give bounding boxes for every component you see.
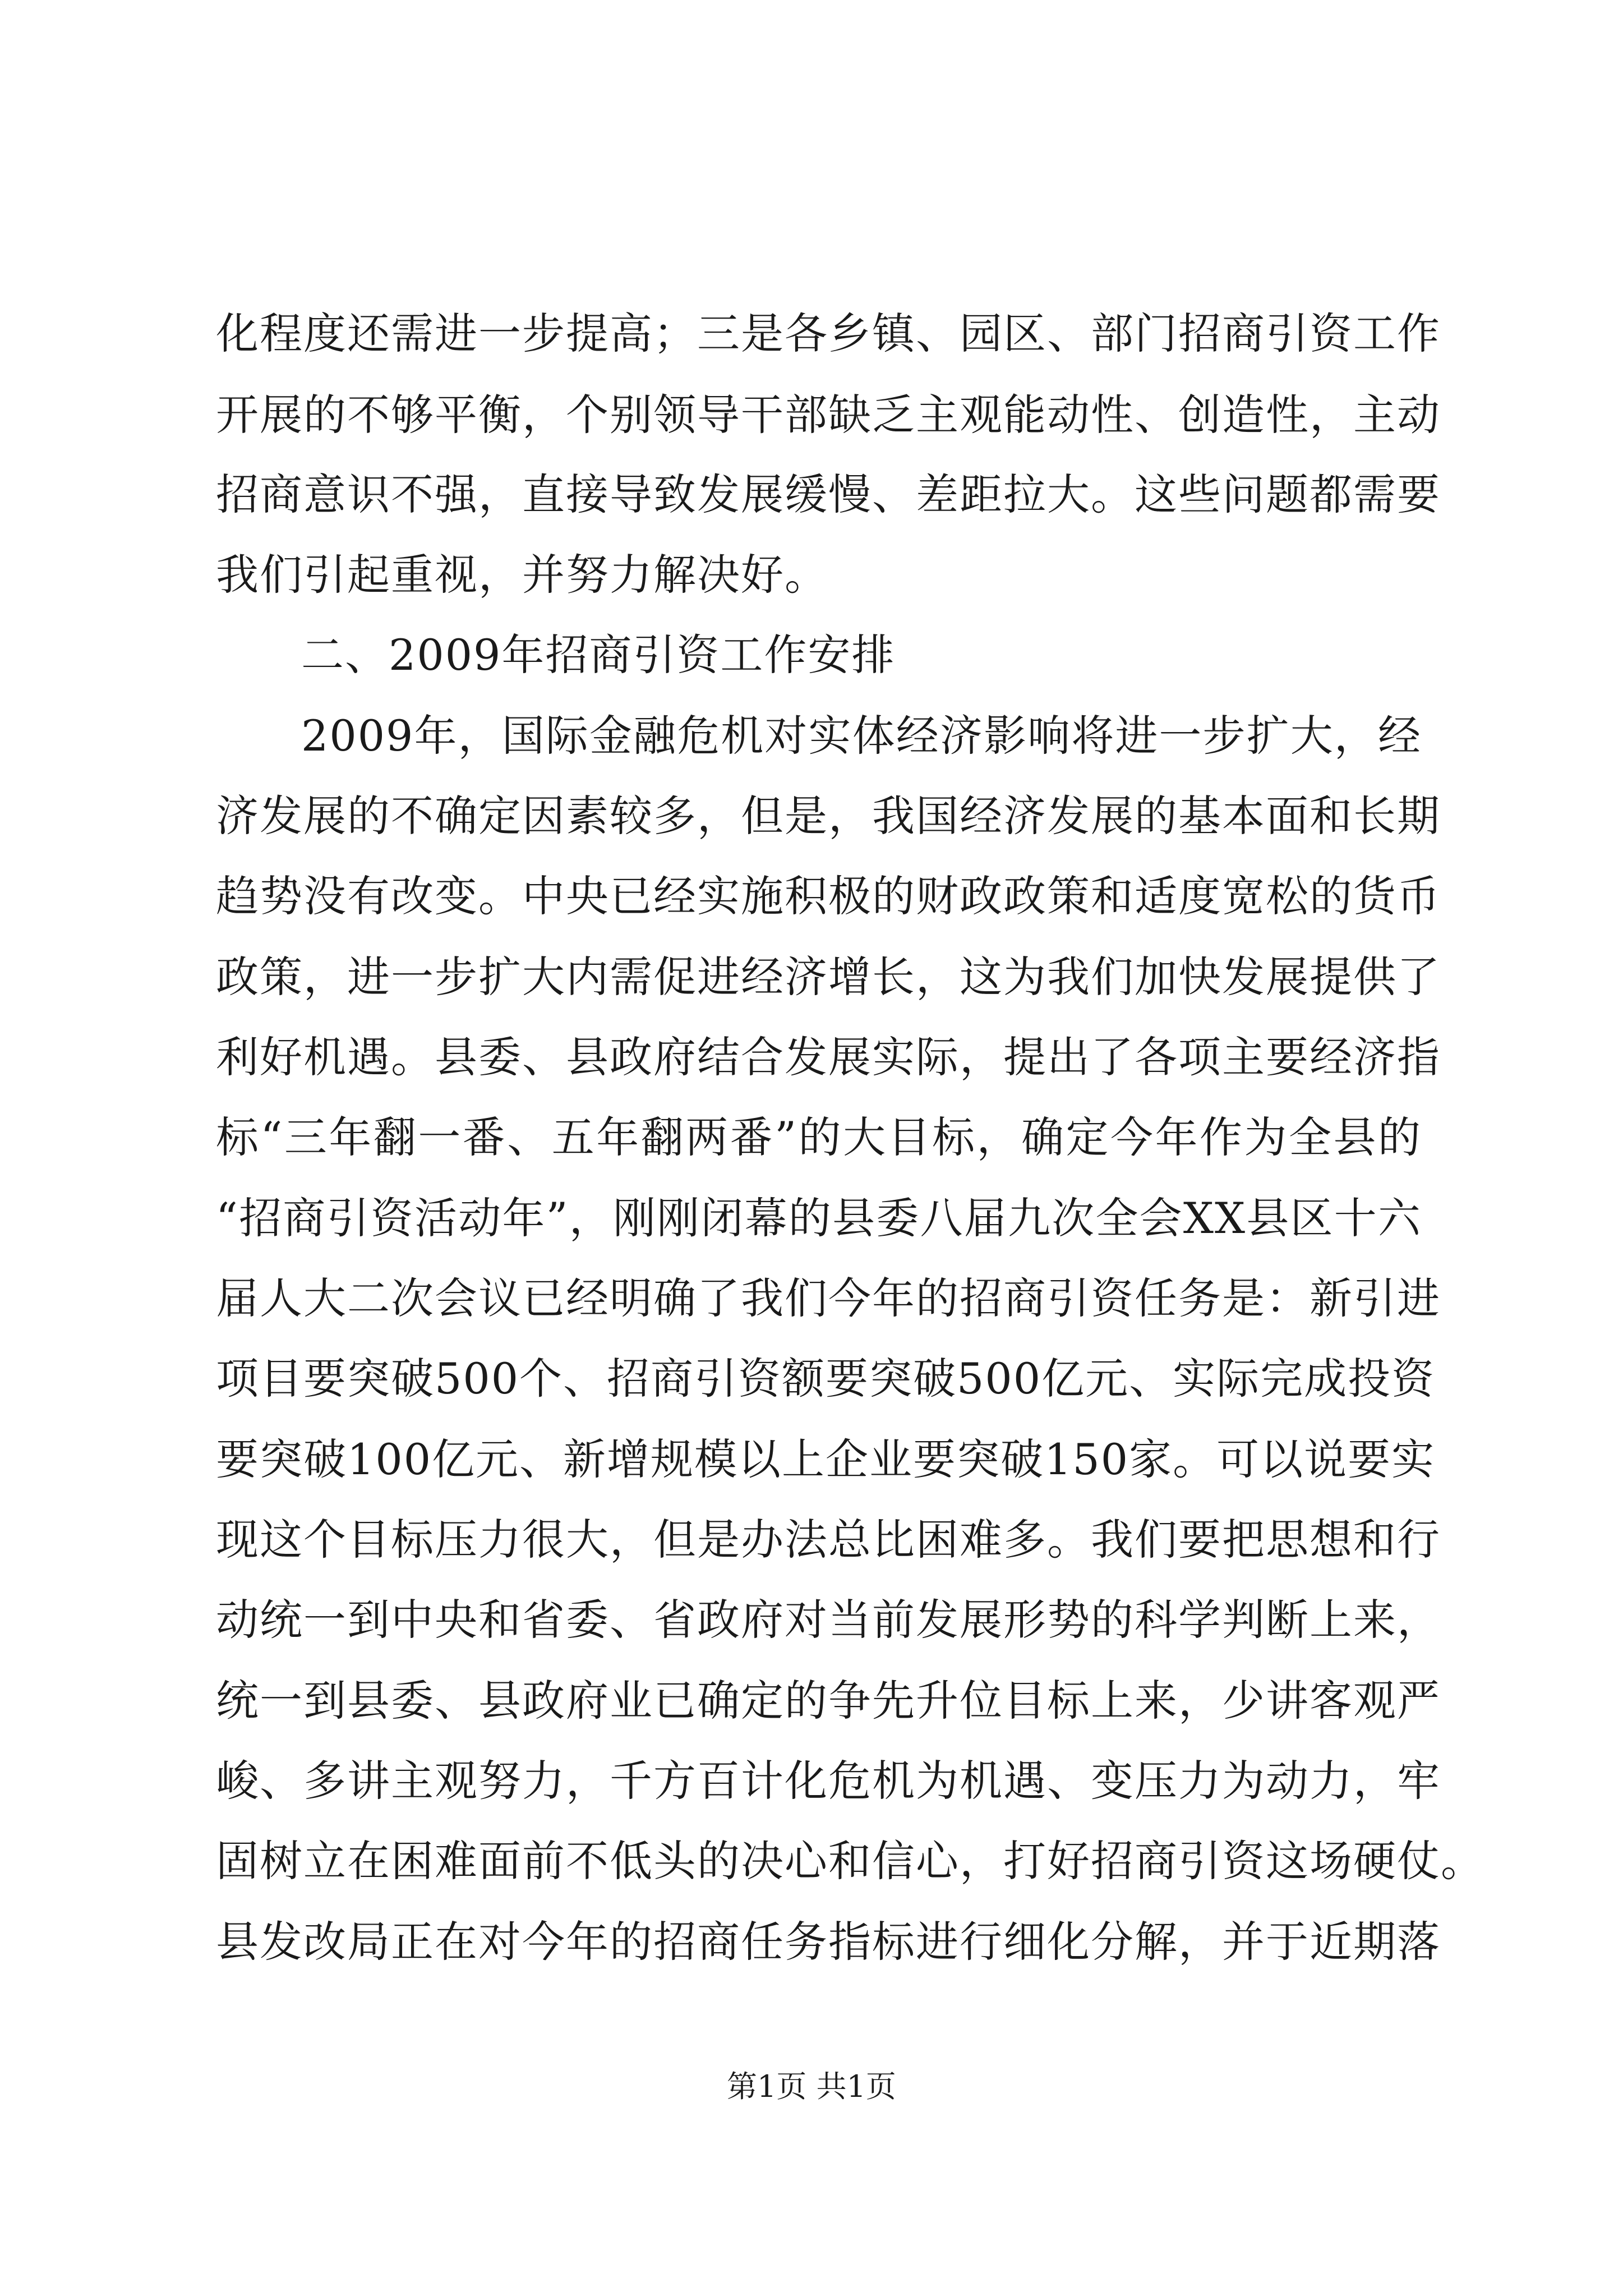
page-footer: 第1页 共1页 xyxy=(727,2069,896,2104)
body-text-line: 标“三年翻一番、五年翻两番”的大目标，确定今年作为全县的 xyxy=(216,1112,1422,1162)
body-text-line: 政策，进一步扩大内需促进经济增长，这为我们加快发展提供了 xyxy=(216,952,1441,1002)
body-text-line: 项目要突破500个、招商引资额要突破500亿元、实际完成投资 xyxy=(216,1354,1436,1404)
body-text-line: 利好机遇。县委、县政府结合发展实际，提出了各项主要经济指 xyxy=(216,1032,1441,1082)
body-text-line: 开展的不够平衡，个别领导干部缺乏主观能动性、创造性，主动 xyxy=(216,390,1441,440)
body-text-line: 2009年，国际金融危机对实体经济影响将进一步扩大，经 xyxy=(301,711,1422,761)
body-text-line: 招商意识不强，直接导致发展缓慢、差距拉大。这些问题都需要 xyxy=(216,470,1441,519)
body-text-line: 固树立在困难面前不低头的决心和信心，打好招商引资这场硬仗。 xyxy=(216,1836,1484,1886)
body-text-line: 动统一到中央和省委、省政府对当前发展形势的科学判断上来， xyxy=(216,1595,1441,1645)
body-text-line: 统一到县委、县政府业已确定的争先升位目标上来，少讲客观严 xyxy=(216,1676,1441,1726)
body-text-line: 届人大二次会议已经明确了我们今年的招商引资任务是：新引进 xyxy=(216,1273,1441,1323)
body-text-line: 要突破100亿元、新增规模以上企业要突破150家。可以说要实 xyxy=(216,1434,1436,1484)
body-text-line: 济发展的不确定因素较多，但是，我国经济发展的基本面和长期 xyxy=(216,791,1441,841)
body-text-line: 我们引起重视，并努力解决好。 xyxy=(216,550,828,600)
body-text-line: 趋势没有改变。中央已经实施积极的财政政策和适度宽松的货币 xyxy=(216,871,1441,921)
body-text-line: “招商引资活动年”，刚刚闭幕的县委八届九次全会XX县区十六 xyxy=(216,1193,1422,1243)
body-text-line: 化程度还需进一步提高；三是各乡镇、园区、部门招商引资工作 xyxy=(216,309,1441,358)
body-text-line: 县发改局正在对今年的招商任务指标进行细化分解，并于近期落 xyxy=(216,1917,1441,1967)
section-heading: 二、2009年招商引资工作安排 xyxy=(301,630,896,680)
body-text-line: 现这个目标压力很大，但是办法总比困难多。我们要把思想和行 xyxy=(216,1515,1441,1565)
body-text-line: 峻、多讲主观努力，千方百计化危机为机遇、变压力为动力，牢 xyxy=(216,1756,1441,1806)
